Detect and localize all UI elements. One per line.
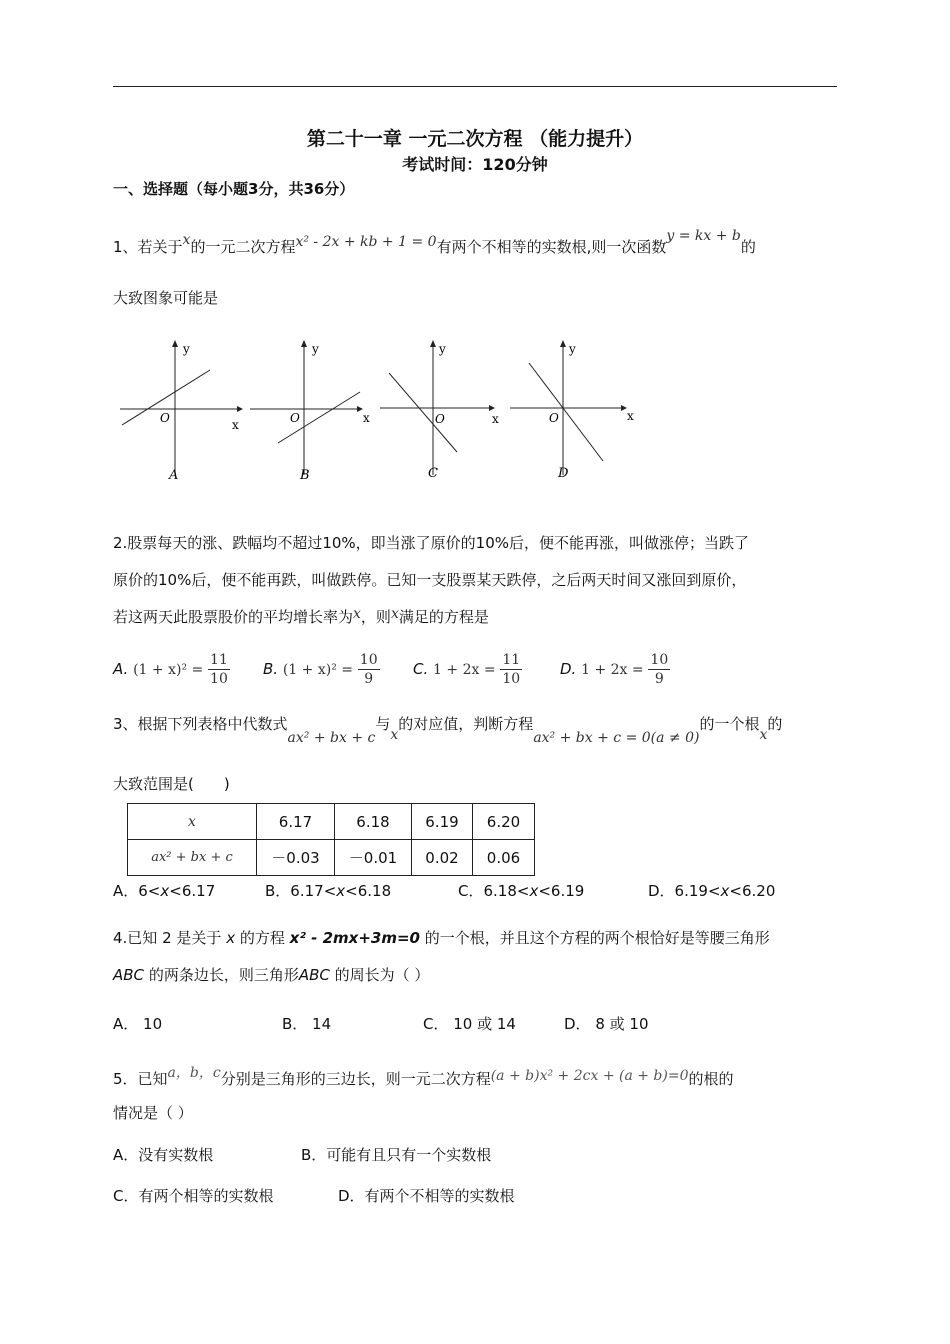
q1-function: y = kx + b xyxy=(666,228,741,244)
q4-abc2: ABC xyxy=(298,966,330,984)
q3-line2: 大致范围是( ) xyxy=(113,775,230,793)
q5-option-b[interactable]: B．可能有且只有一个实数根 xyxy=(301,1146,492,1164)
y-label: y xyxy=(569,342,576,356)
table-header-x: x xyxy=(128,804,257,840)
q2-option-b[interactable] xyxy=(263,651,380,688)
option-text: <6.20 xyxy=(729,882,776,900)
x-label: x xyxy=(492,412,499,426)
x-arrow-icon xyxy=(237,406,243,412)
q2-line2: 原价的10%后，便不能再跌，叫做跌停。已知一支股票某天跌停，之后两天时间又涨回到原价， xyxy=(113,571,747,589)
origin-label: O xyxy=(290,411,300,425)
y-label: y xyxy=(183,342,190,356)
q2-option-d[interactable] xyxy=(560,651,670,688)
section-heading: 一、选择题（每小题3分，共36分） xyxy=(113,180,355,198)
table-cell: 6.17 xyxy=(257,804,335,840)
y-arrow-icon xyxy=(172,340,178,347)
q3-equation: ax² + bx + c = 0(a ≠ 0) xyxy=(533,730,700,746)
q5-option-c[interactable]: C．有两个相等的实数根 xyxy=(113,1187,274,1205)
q3-option-c[interactable] xyxy=(458,880,584,901)
y-label: y xyxy=(312,342,319,356)
fraction xyxy=(358,651,380,688)
table-cell: 0.02 xyxy=(412,840,473,876)
q5-line2: 情况是（ ） xyxy=(113,1104,193,1122)
q3-option-a[interactable] xyxy=(113,880,215,901)
q4-line1c: 的一个根，并且这个方程的两个根恰好是等腰三角形 xyxy=(424,929,770,947)
q1-var: x xyxy=(182,232,191,248)
q4-line2b: 的周长为（ ） xyxy=(334,966,430,984)
q4-option-c[interactable]: C． 10 或 14 xyxy=(423,1015,516,1033)
q2-line3c: 满足的方程是 xyxy=(398,608,489,626)
graph-c xyxy=(375,335,510,489)
option-text: B．6.17< xyxy=(265,882,337,900)
option-lhs: (1 + x)² = xyxy=(282,662,353,678)
q5-vars: a，b，c xyxy=(167,1065,221,1081)
graph-d-svg xyxy=(505,335,640,485)
table-row xyxy=(128,804,535,840)
q4-line2 xyxy=(113,964,429,985)
q3-end: 的 xyxy=(767,715,783,733)
q1-prefix: 1、若关于 xyxy=(113,238,183,256)
q4-option-a[interactable]: A． 10 xyxy=(113,1015,163,1033)
graph-a-svg xyxy=(115,335,250,485)
q1-line2: 大致图象可能是 xyxy=(113,289,219,307)
q3-var2: x xyxy=(759,727,768,743)
q2-var2: x xyxy=(390,606,399,622)
option-lhs: 1 + 2x = xyxy=(581,662,644,678)
page-title: 第二十一章 一元二次方程 （能力提升） xyxy=(306,128,644,150)
option-text: <6.17 xyxy=(169,882,216,900)
table-cell: 6.19 xyxy=(412,804,473,840)
y-arrow-icon xyxy=(430,340,436,347)
graph-label: D xyxy=(558,466,569,481)
q4-option-d[interactable]: D． 8 或 10 xyxy=(564,1015,649,1033)
option-var: x xyxy=(336,882,346,900)
q2-line1: 2.股票每天的涨、跌幅均不超过10%，即当涨了原价的10%后，便不能再涨，叫做涨停；当跌了 xyxy=(113,534,749,552)
q3-mid3: 的一个根 xyxy=(699,715,760,733)
q1-mid: 的一元二次方程 xyxy=(190,238,296,256)
denominator: 9 xyxy=(364,671,374,687)
numerator: 11 xyxy=(502,652,521,668)
graph-b-svg xyxy=(245,335,380,485)
numerator: 11 xyxy=(210,652,228,668)
q5-option-d[interactable]: D．有两个不相等的实数根 xyxy=(338,1187,515,1205)
option-var: x xyxy=(529,882,539,900)
table-cell: 6.20 xyxy=(473,804,535,840)
q1-end: 的 xyxy=(740,238,756,256)
graph-label: C xyxy=(428,466,438,481)
y-label: y xyxy=(439,342,446,356)
exam-time: 考试时间：120分钟 xyxy=(402,155,548,174)
denominator: 9 xyxy=(654,671,664,687)
table-cell: －0.01 xyxy=(335,840,412,876)
fraction xyxy=(648,651,670,688)
graph-line xyxy=(389,373,457,452)
q5-mid: 分别是三角形的三边长，则一元二次方程 xyxy=(220,1070,491,1088)
option-text: <6.18 xyxy=(345,882,392,900)
table-cell: －0.03 xyxy=(257,840,335,876)
q5-prefix: 5．已知 xyxy=(113,1070,168,1088)
q1-after: 有两个不相等的实数根,则一次函数 xyxy=(436,238,667,256)
table-cell: 6.18 xyxy=(335,804,412,840)
q2-var: x xyxy=(353,606,361,622)
q4-abc: ABC xyxy=(113,966,145,984)
q4-line1b: 的方程 xyxy=(239,929,285,947)
q5-option-a[interactable]: A．没有实数根 xyxy=(113,1146,214,1164)
q3-mid1: 与 xyxy=(375,715,391,733)
q4-option-b[interactable]: B． 14 xyxy=(282,1015,332,1033)
q2-line3a: 若这两天此股票股价的平均增长率为 xyxy=(113,608,354,626)
q2-line3b: ，则 xyxy=(360,608,391,626)
q4-equation: x² - 2mx+3m=0 xyxy=(289,929,420,947)
graph-b xyxy=(245,335,380,489)
option-letter: B. xyxy=(263,660,279,678)
q1-equation: x² - 2x + kb + 1 = 0 xyxy=(295,234,437,250)
q4-line1 xyxy=(113,927,770,948)
q3-var: x xyxy=(390,727,399,743)
q3-option-b[interactable] xyxy=(265,880,391,901)
option-text: C．6.18< xyxy=(458,882,530,900)
origin-label: O xyxy=(549,411,559,425)
option-lhs: 1 + 2x = xyxy=(433,662,496,678)
header-rule xyxy=(113,86,837,87)
graph-label: B xyxy=(300,468,310,483)
option-text: D．6.19< xyxy=(648,882,721,900)
y-arrow-icon xyxy=(560,340,566,347)
option-var: x xyxy=(160,882,170,900)
numerator: 10 xyxy=(650,652,669,668)
q2-option-c[interactable] xyxy=(413,651,522,688)
table-row xyxy=(128,840,535,876)
q2-line3 xyxy=(113,606,489,627)
q1-line1 xyxy=(113,228,756,257)
fraction xyxy=(208,651,230,688)
y-arrow-icon xyxy=(301,340,307,347)
graph-a xyxy=(115,335,250,489)
option-letter: A. xyxy=(113,660,129,678)
graph-line xyxy=(529,363,603,461)
value-table xyxy=(127,803,535,876)
q4-var: x xyxy=(226,929,236,947)
option-letter: C. xyxy=(413,660,429,678)
option-letter: D. xyxy=(560,660,577,678)
x-label: x xyxy=(363,411,370,425)
q3-mid2: 的对应值，判断方程 xyxy=(398,715,534,733)
option-text: <6.19 xyxy=(538,882,585,900)
q3-line1 xyxy=(113,713,783,746)
q3-option-d[interactable] xyxy=(648,880,775,901)
q2-option-a[interactable] xyxy=(113,651,230,688)
origin-label: O xyxy=(160,411,170,425)
x-arrow-icon xyxy=(489,405,495,411)
q5-equation: (a + b)x² + 2cx + (a + b)=0 xyxy=(490,1068,689,1084)
q3-prefix: 3、根据下列表格中代数式 xyxy=(113,715,288,733)
graph-label: A xyxy=(169,468,179,483)
option-text: A．6< xyxy=(113,882,161,900)
graph-d xyxy=(505,335,640,489)
fraction xyxy=(500,651,522,688)
q4-line2a: 的两条边长，则三角形 xyxy=(148,966,299,984)
table-header-expr: ax² + bx + c xyxy=(128,840,257,876)
option-var: x xyxy=(720,882,730,900)
q3-expression: ax² + bx + c xyxy=(287,730,376,746)
q4-line1a: 4.已知 2 是关于 xyxy=(113,929,222,947)
option-lhs: (1 + x)² = xyxy=(133,662,204,678)
denominator: 10 xyxy=(502,671,521,687)
x-label: x xyxy=(232,418,239,432)
q5-line1 xyxy=(113,1065,734,1089)
table-cell: 0.06 xyxy=(473,840,535,876)
denominator: 10 xyxy=(210,671,228,687)
numerator: 10 xyxy=(359,652,378,668)
q5-end: 的根的 xyxy=(688,1070,734,1088)
x-label: x xyxy=(627,409,634,423)
origin-label: O xyxy=(435,412,445,426)
graph-c-svg xyxy=(375,335,510,485)
